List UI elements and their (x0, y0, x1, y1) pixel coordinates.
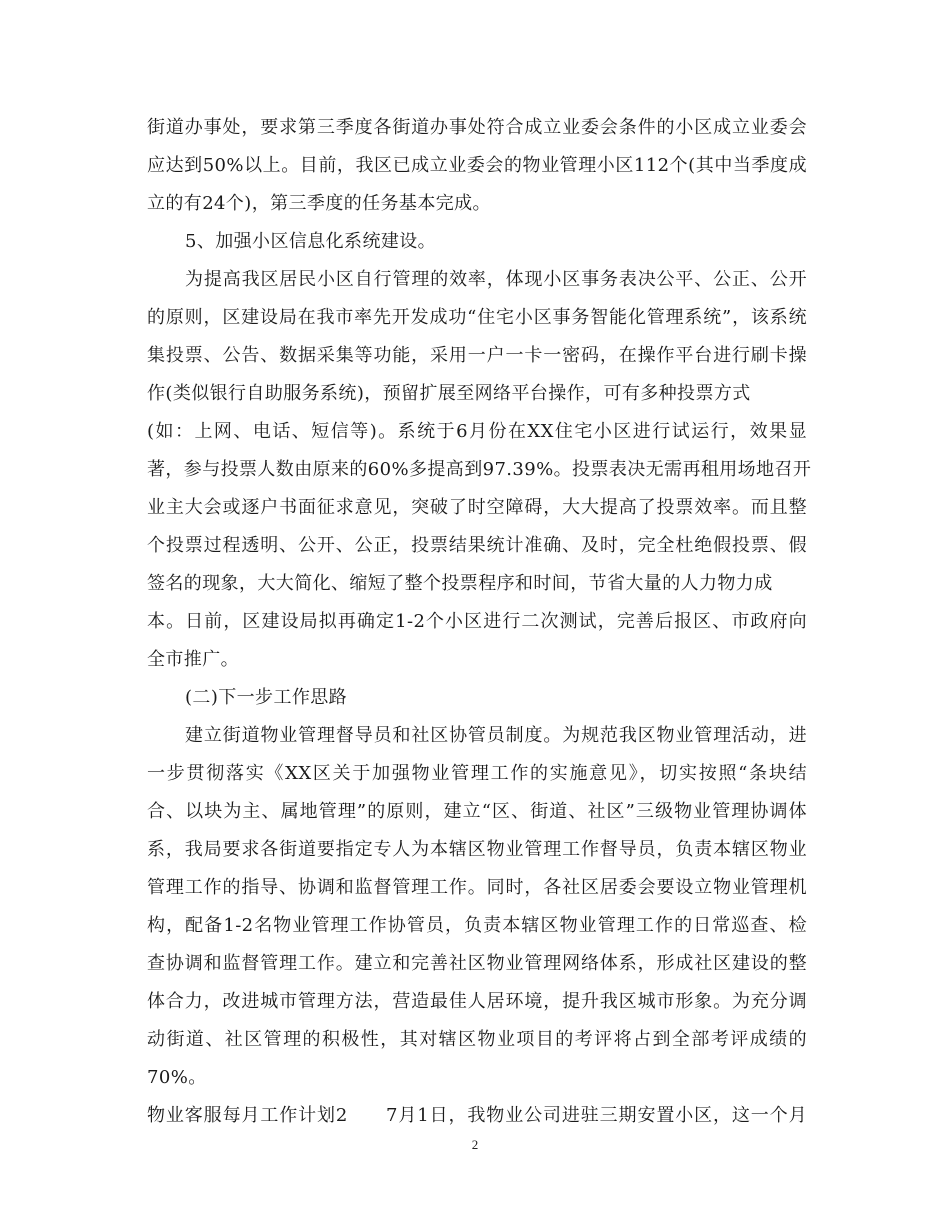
paragraph-line: 物业客服每月工作计划2 7月1日，我物业公司进驻三期安置小区，这一个月 (147, 1105, 807, 1126)
paragraph-line: 集投票、公告、数据采集等功能，采用一户一卡一密码，在操作平台进行刷卡操 (147, 345, 807, 366)
paragraph-line: 个投票过程透明、公开、公正，投票结果统计准确、及时，完全杜绝假投票、假 (147, 535, 807, 556)
paragraph-line: 作(类似银行自助服务系统)，预留扩展至网络平台操作，可有多种投票方式 (147, 383, 751, 404)
paragraph-line: 体合力，改进城市管理方法，营造最佳人居环境，提升我区城市形象。为充分调 (147, 991, 807, 1012)
section-heading: (二)下一步工作思路 (185, 687, 348, 708)
page-number: 2 (471, 1137, 479, 1152)
paragraph-line: 构，配备1-2名物业管理工作协管员，负责本辖区物业管理工作的日常巡查、检 (147, 915, 807, 936)
paragraph-line: 查协调和监督管理工作。建立和完善社区物业管理网络体系，形成社区建设的整 (147, 953, 807, 974)
paragraph-line: 立的有24个)，第三季度的任务基本完成。 (147, 193, 491, 214)
paragraph-line: 著，参与投票人数由原来的60%多提高到97.39%。投票表决无需再租用场地召开 (147, 459, 812, 480)
paragraph-line: 一步贯彻落实《XX区关于加强物业管理工作的实施意见》，切实按照“条块结 (147, 763, 807, 784)
paragraph-line: 全市推广。 (147, 649, 239, 670)
paragraph-line: 建立街道物业管理督导员和社区协管员制度。为规范我区物业管理活动，进 (185, 725, 807, 746)
paragraph-line: 签名的现象，大大简化、缩短了整个投票程序和时间，节省大量的人力物力成 (147, 573, 773, 594)
paragraph-line: 系，我局要求各街道要指定专人为本辖区物业管理工作督导员，负责本辖区物业 (147, 839, 807, 860)
paragraph-line: 的原则，区建设局在我市率先开发成功“住宅小区事务智能化管理系统”，该系统 (147, 307, 807, 328)
paragraph-line: 合、以块为主、属地管理”的原则，建立“区、街道、社区”三级物业管理协调体 (147, 801, 807, 822)
paragraph-line: 管理工作的指导、协调和监督管理工作。同时，各社区居委会要设立物业管理机 (147, 877, 807, 898)
paragraph-line: 应达到50%以上。目前，我区已成立业委会的物业管理小区112个(其中当季度成 (147, 155, 807, 176)
section-heading: 5、加强小区信息化系统建设。 (185, 231, 437, 252)
paragraph-line: 动街道、社区管理的积极性，其对辖区物业项目的考评将占到全部考评成绩的 (147, 1029, 807, 1050)
paragraph-line: (如：上网、电话、短信等)。系统于6月份在XX住宅小区进行试运行，效果显 (147, 421, 807, 442)
paragraph-line: 业主大会或逐户书面征求意见，突破了时空障碍，大大提高了投票效率。而且整 (147, 497, 807, 518)
paragraph-line: 本。日前，区建设局拟再确定1-2个小区进行二次测试，完善后报区、市政府向 (147, 611, 807, 632)
paragraph-line: 街道办事处，要求第三季度各街道办事处符合成立业委会条件的小区成立业委会 (147, 117, 807, 138)
paragraph-line: 70%。 (147, 1067, 207, 1088)
paragraph-line: 为提高我区居民小区自行管理的效率，体现小区事务表决公平、公正、公开 (185, 269, 807, 290)
